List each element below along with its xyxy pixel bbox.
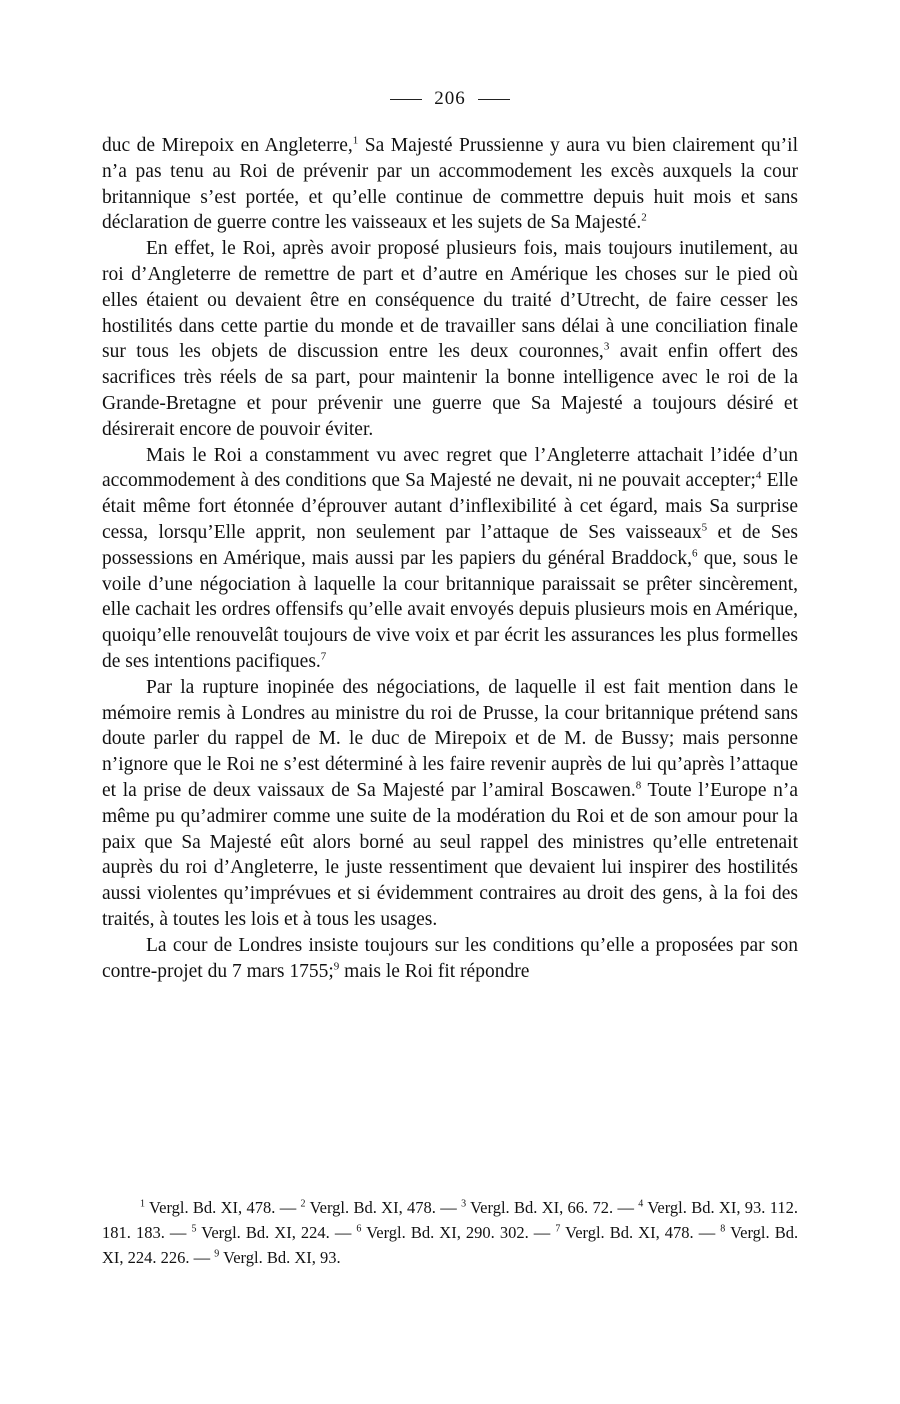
footnote-reference: 3 [603, 340, 610, 353]
body-text [102, 133, 798, 984]
footnote-number: 7 [555, 1223, 561, 1235]
footnote-reference: 1 [352, 134, 359, 147]
footnote-item [140, 1198, 301, 1217]
footnote-text: Vergl. Bd. XI, 93. 112. 181. 183. — [102, 1198, 799, 1242]
paragraph [102, 133, 798, 236]
footnote-text: Vergl. Bd. XI, 224. — [201, 1223, 357, 1242]
footnote-item [301, 1198, 462, 1217]
footnote-text: Vergl. Bd. XI, 478. — [565, 1223, 721, 1242]
footnote-text: Vergl. Bd. XI, 478. — [309, 1198, 462, 1217]
paragraph [102, 675, 798, 933]
paragraph-text: Toute l’Europe n’a même pu qu’admirer comme une suite de la modération du Roi et de son amour pour la paix que Sa Majesté eût alors borné au seul rappel des ministres qu’elle entretenait auprès du roi d’Angleterre, le juste ressentiment que devaient lui inspirer des hostilités aussi violentes qu’imprévues et si évidemment contraires au droit des gens, à la foi des traités, à toutes les lois et à tous les usages. [102, 779, 798, 930]
paragraph-text: Par la rupture inopinée des négociations, de laquelle il est fait mention dans le mémoire remis à Londres au ministre du roi de Prusse, la cour britannique prétend sans doute parler du rappel de M. le duc de Mirepoix et de M. de Bussy; mais personne n’ignore que le Roi ne s’est déterminé à les faire revenir auprès de lui qu’après l’attaque et la prise de deux vaissaux de Sa Majesté par l’amiral Boscawen. [102, 676, 798, 801]
footnote-item [356, 1223, 555, 1242]
paragraph-text: La cour de Londres insiste toujours sur les conditions qu’elle a proposées par son contre-projet du 7 mars 1755; [102, 934, 798, 982]
footnote-number: 4 [638, 1198, 644, 1210]
paragraph-text: Elle était même fort étonnée d’éprouver autant d’inflexibilité à cet égard, mais Sa surprise cessa, lorsqu’Elle apprit, non seulement par l’attaque de Ses vaisseaux [102, 470, 798, 543]
footnote-number: 5 [191, 1223, 197, 1235]
footnote-item [555, 1223, 720, 1242]
footnote-number: 6 [356, 1223, 362, 1235]
footnote-reference: 8 [635, 779, 642, 792]
footnote-text: Vergl. Bd. XI, 93. [223, 1248, 341, 1267]
footnote-reference: 5 [701, 521, 708, 534]
footnote-item [461, 1198, 638, 1217]
paragraph [102, 443, 798, 675]
footnote-reference: 6 [691, 547, 698, 560]
paragraph-text: que, sous le voile d’une négociation à laquelle la cour britannique paraissait se prêter sincèrement, elle cachait les ordres offensifs qu’elle avait envoyés depuis plusieurs mois en Amérique, quoiqu’elle renouvelât toujours de vive voix et par écrit les assurances les plus formelles de ses intentions pacifiques. [102, 547, 799, 672]
footnote-item [191, 1223, 356, 1242]
footnote-text: Vergl. Bd. XI, 478. — [149, 1198, 301, 1217]
footnote-reference: 9 [333, 960, 340, 972]
paragraph-text: duc de Mirepoix en Angleterre, [102, 135, 353, 156]
page-number: 206 [434, 88, 466, 109]
footnote-reference: 7 [320, 650, 327, 663]
footnote-number: 8 [720, 1223, 726, 1235]
paragraph-text: et de Ses possessions en Amérique, mais aussi par les papiers du général Braddock, [102, 521, 798, 569]
paragraph-text: Mais le Roi a constamment vu avec regret que l’Angleterre attachait l’idée d’un accommodement à des conditions que Sa Majesté ne devait, ni ne pouvait accepter; [102, 444, 798, 492]
footnote-text: Vergl. Bd. XI, 290. 302. — [366, 1223, 556, 1242]
paragraph [102, 933, 798, 985]
header-rule-left [390, 99, 422, 100]
footnote-number: 9 [214, 1248, 220, 1260]
footnote-number: 3 [461, 1198, 467, 1210]
footnote-number: 2 [300, 1198, 306, 1210]
header-rule-right [478, 99, 510, 100]
footnote-reference: 2 [641, 211, 647, 224]
paragraph [102, 236, 798, 442]
paragraph-text: Sa Majesté Prussienne y aura vu bien clairement qu’il n’a pas tenu au Roi de prévenir par un accommodement les excès auxquels la cour britannique s’est portée, et qu’elle continue de commettre depuis huit mois et sans déclaration de guerre contre les vaisseaux et les sujets de Sa Majesté. [102, 135, 798, 234]
footnote-number: 1 [140, 1198, 145, 1210]
paragraph-text: avait enfin offert des sacrifices très réels de sa part, pour maintenir la bonne intelligence avec le roi de la Grande-Bretagne et pour prévenir une guerre que Sa Majesté a toujours désiré et désirerait encore de pouvoir éviter. [102, 341, 798, 440]
footnotes [102, 1195, 798, 1270]
footnote-text: Vergl. Bd. XI, 224. 226. — [102, 1223, 799, 1267]
page-header [0, 88, 900, 110]
footnote-text: Vergl. Bd. XI, 66. 72. — [470, 1198, 639, 1217]
paragraph-text: En effet, le Roi, après avoir proposé plusieurs fois, mais toujours inutilement, au roi d’Angleterre de remettre de part et d’autre en Amérique les choses sur le pied où elles étaient ou devaient être en conséquence du traité d’Utrecht, de faire cesser les hostilités dans cette partie du monde et de travailler sans délai à une conciliation finale sur tous les objets de discussion entre les deux couronnes, [102, 238, 798, 363]
paragraph-text: mais le Roi fit répondre [339, 960, 530, 982]
footnote-item [214, 1248, 340, 1267]
footnote-reference: 4 [755, 469, 762, 482]
